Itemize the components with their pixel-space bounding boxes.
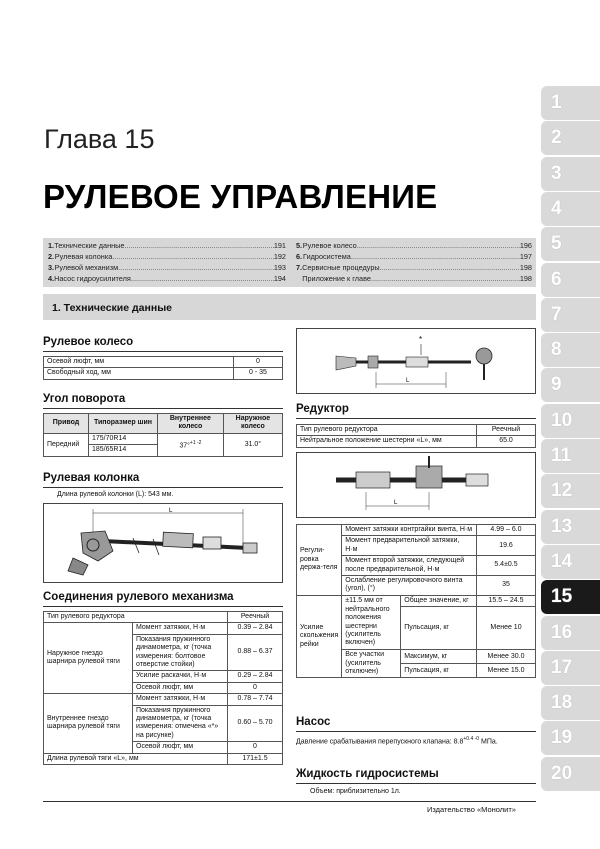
dimension-label: L bbox=[394, 500, 398, 506]
dimension-label: L bbox=[406, 378, 410, 384]
divider bbox=[296, 731, 536, 732]
table-row: Ослабление регулировочного винта (угол), (°) 35 bbox=[297, 576, 536, 596]
dimension-label: L bbox=[169, 508, 173, 514]
divider bbox=[296, 783, 536, 784]
steering-wheel-heading: Рулевое колесо bbox=[43, 336, 134, 348]
table-row: Наружное гнездо шарнира рулевой тяги Момент затяжки, Н·м 0.39 – 2.84 bbox=[44, 623, 283, 634]
chapter-tab-8[interactable]: 8 bbox=[541, 333, 600, 367]
toc-entry[interactable]: 1. Технические данные ..... 191 bbox=[48, 241, 286, 252]
chapter-tab-15-active[interactable]: 15 bbox=[541, 580, 600, 614]
chapter-tab-13[interactable]: 13 bbox=[541, 510, 600, 544]
table-row: Момент предварительной затяжки, Н·м 19.6 bbox=[297, 536, 536, 556]
toc-entry[interactable]: 6. Гидросистема ..... 197 bbox=[296, 252, 532, 263]
table-row: Момент второй затяжки, следующей после предварительной, Н·м 5.4±0.5 bbox=[297, 556, 536, 576]
pump-text: Давление срабатывания перепускного клапана: $8.8^{+0.4 -0}$ МПа. bbox=[296, 736, 498, 746]
divider bbox=[43, 351, 283, 352]
table-row: Свободный ход, мм 0 - 35 bbox=[44, 368, 283, 379]
chapter-tab-20[interactable]: 20 bbox=[541, 757, 600, 791]
toc-left bbox=[48, 241, 286, 285]
chapter-tab-14[interactable]: 14 bbox=[541, 545, 600, 579]
star-marker: * bbox=[419, 335, 423, 344]
reducer-table bbox=[296, 424, 536, 448]
table-row: Осевой люфт, мм 0 bbox=[44, 682, 283, 693]
steering-wheel-table bbox=[43, 356, 283, 380]
steering-column-note: Длина рулевой колонки (L): 543 мм. bbox=[57, 491, 174, 498]
table-row: Длина рулевой тяги «L», мм 171±1.5 bbox=[44, 753, 283, 764]
chapter-tab-1[interactable]: 1 bbox=[541, 86, 600, 120]
chapter-tab-17[interactable]: 17 bbox=[541, 651, 600, 685]
table-row: Тип рулевого редуктора Реечный bbox=[44, 612, 283, 623]
toc-entry[interactable]: Приложение к главе ..... 198 bbox=[296, 274, 532, 285]
table-row: Показания пружинного динамометра, кг (точка измерения: болтовое отверстие стойки) 0.88 – 6.37 bbox=[44, 634, 283, 671]
steering-column-heading: Рулевая колонка bbox=[43, 472, 140, 484]
steering-joints-heading: Соединения рулевого механизма bbox=[43, 591, 234, 603]
chapter-tab-12[interactable]: 12 bbox=[541, 474, 600, 508]
fluid-text: Объем: приблизительно 1л. bbox=[310, 788, 401, 795]
tie-rod-diagram bbox=[296, 328, 536, 394]
steering-joints-table bbox=[43, 611, 283, 765]
pump-heading: Насос bbox=[296, 716, 331, 728]
table-row: Пульсация, кг Менее 10 bbox=[297, 607, 536, 650]
chapter-tab-11[interactable]: 11 bbox=[541, 439, 600, 473]
footer-rule bbox=[43, 801, 536, 802]
chapter-tab-16[interactable]: 16 bbox=[541, 616, 600, 650]
toc-right bbox=[296, 241, 532, 285]
chapter-tab-10[interactable]: 10 bbox=[541, 404, 600, 438]
chapter-tab-18[interactable]: 18 bbox=[541, 686, 600, 720]
table-row: Усилие скольжения рейки ±11.5 мм от нейтрального положения шестерни (усилитель включен) Общее значение, кг 15.5 – 24.5 bbox=[297, 595, 536, 606]
table-row: Показания пружинного динамометра, кг (точка измерения: отмечена «*» на рисунке) 0.60 – 5.70 bbox=[44, 705, 283, 742]
toc-entry[interactable]: 3. Рулевой механизм ..... 193 bbox=[48, 263, 286, 274]
table-header-row: Привод Типоразмер шин Внутреннее колесо Наружное колесо bbox=[44, 414, 283, 434]
table-row: Тип рулевого редуктора Реечный bbox=[297, 425, 536, 436]
table-row: Внутреннее гнездо шарнира рулевой тяги Момент затяжки, Н·м 0.78 – 7.74 bbox=[44, 694, 283, 705]
toc-entry[interactable]: 7. Сервисные процедуры ..... 198 bbox=[296, 263, 532, 274]
chapter-tab-19[interactable]: 19 bbox=[541, 721, 600, 755]
steering-column-diagram bbox=[43, 503, 283, 583]
divider bbox=[43, 606, 283, 607]
section-title: 1. Технические данные bbox=[52, 302, 173, 314]
table-row: Пульсация, кг Менее 15.0 bbox=[297, 664, 536, 678]
toc-entry[interactable]: 5. Рулевое колесо ..... 196 bbox=[296, 241, 532, 252]
table-row: Передний 175/70R14 37°$^{+1 -2}$ 31.0° bbox=[44, 433, 283, 444]
reducer-heading: Редуктор bbox=[296, 403, 349, 415]
publisher-footer: Издательство «Монолит» bbox=[427, 805, 516, 814]
chapter-tab-4[interactable]: 4 bbox=[541, 192, 600, 226]
toc-entry[interactable]: 4. Насос гидроусилителя ..... 194 bbox=[48, 274, 286, 285]
table-row: 185/65R14 bbox=[44, 445, 283, 456]
divider bbox=[43, 408, 283, 409]
table-row: Регули-ровка держа-теля Момент затяжки контргайки винта, Н·м 4.99 – 6.0 bbox=[297, 525, 536, 536]
table-row: Усилие раскачки, Н·м 0.29 – 2.84 bbox=[44, 671, 283, 682]
chapter-tab-6[interactable]: 6 bbox=[541, 263, 600, 297]
chapter-tab-5[interactable]: 5 bbox=[541, 227, 600, 261]
toc-entry[interactable]: 2. Рулевая колонка ..... 192 bbox=[48, 252, 286, 263]
chapter-tab-3[interactable]: 3 bbox=[541, 157, 600, 191]
table-row: Осевой люфт, мм 0 bbox=[44, 357, 283, 368]
chapter-label: Глава 15 bbox=[44, 124, 155, 154]
rack-diagram bbox=[296, 452, 536, 518]
fluid-heading: Жидкость гидросистемы bbox=[296, 768, 439, 780]
turn-angle-heading: Угол поворота bbox=[43, 393, 126, 405]
table-row: Все участки (усилитель отключен) Максимум, кг Менее 30.0 bbox=[297, 650, 536, 664]
table-row: Осевой люфт, мм 0 bbox=[44, 742, 283, 753]
chapter-tab-2[interactable]: 2 bbox=[541, 121, 600, 155]
chapter-tab-9[interactable]: 9 bbox=[541, 368, 600, 402]
adjustment-table bbox=[296, 524, 536, 678]
chapter-tab-7[interactable]: 7 bbox=[541, 298, 600, 332]
divider bbox=[296, 418, 536, 419]
table-row: Нейтральное положение шестерни «L», мм 65.0 bbox=[297, 436, 536, 447]
divider bbox=[43, 487, 283, 488]
turn-angle-table bbox=[43, 413, 283, 457]
chapter-title: РУЛЕВОЕ УПРАВЛЕНИЕ bbox=[43, 178, 438, 215]
